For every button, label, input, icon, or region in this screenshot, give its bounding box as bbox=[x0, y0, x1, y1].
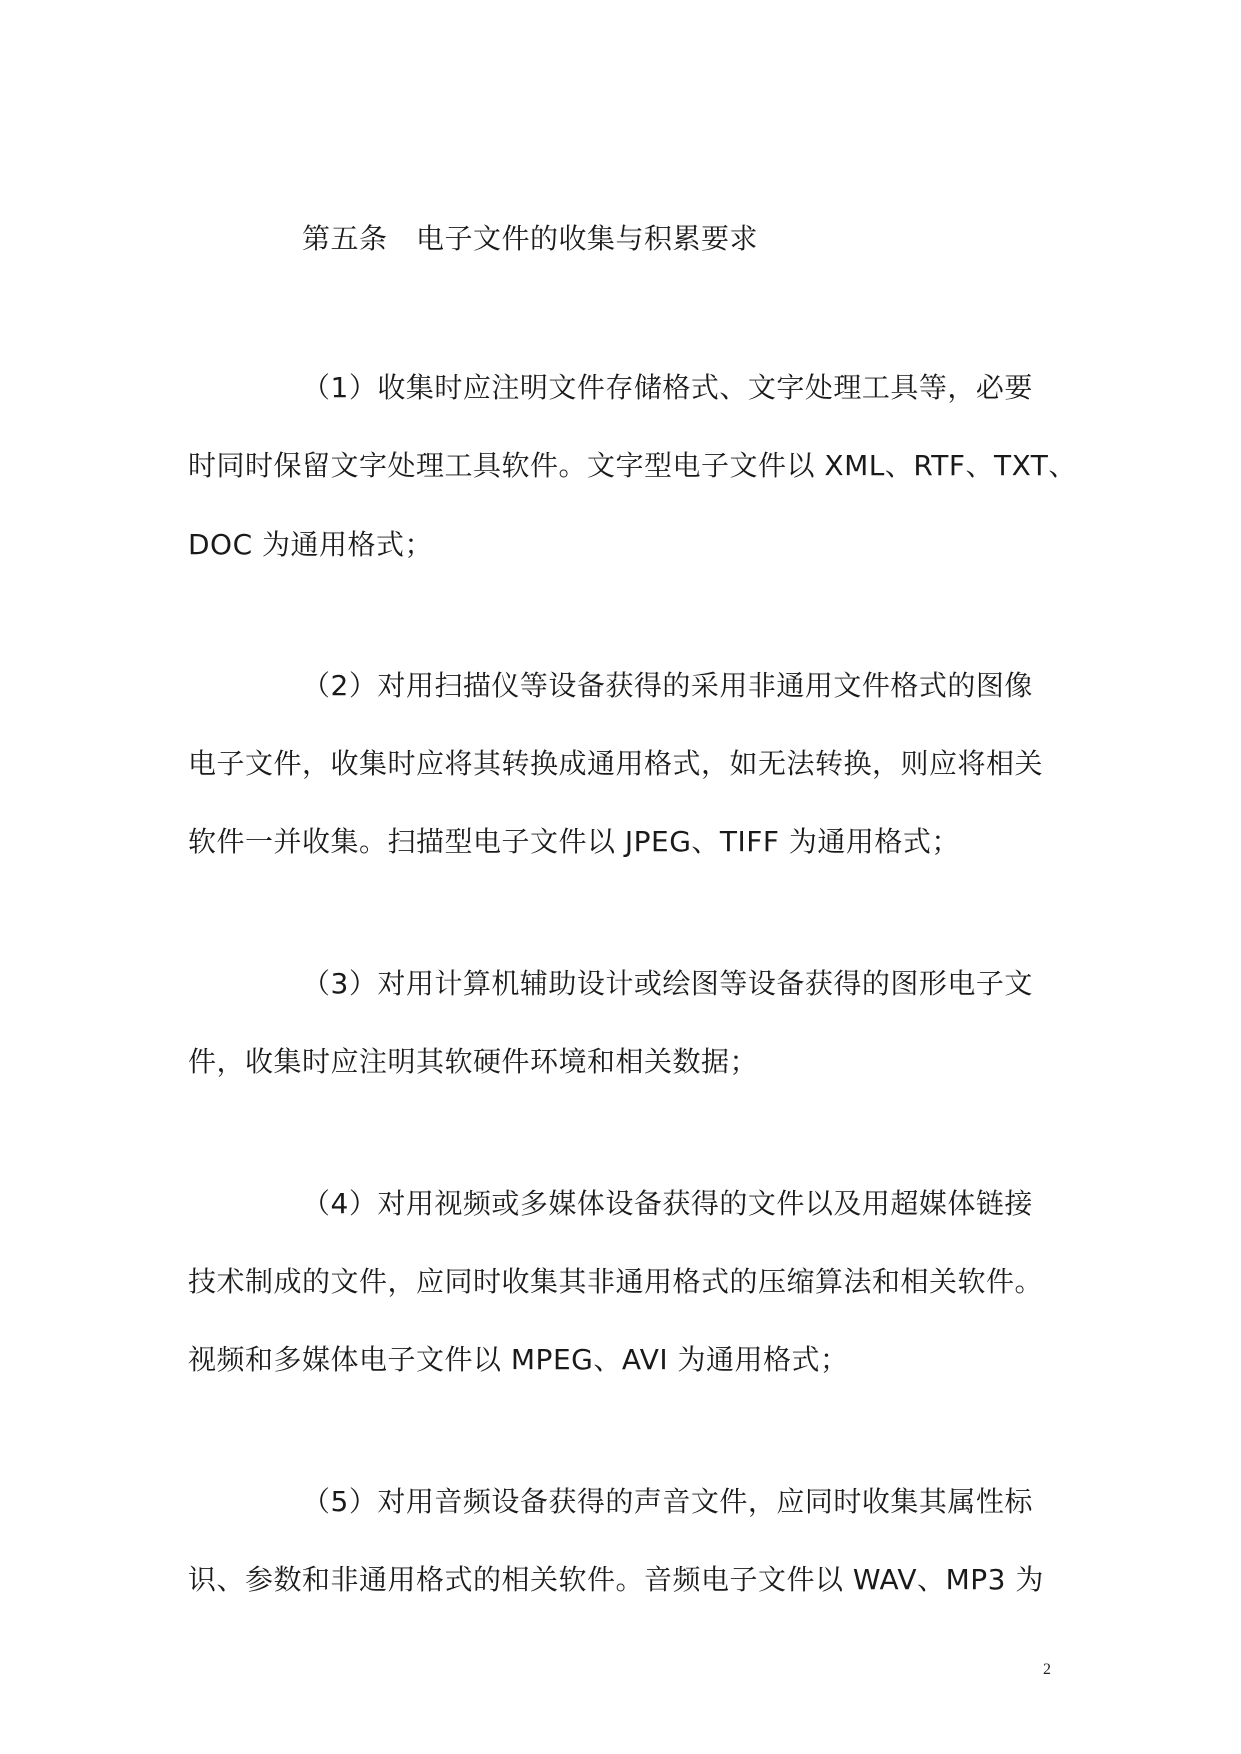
paragraph-5-line-1: （5）对用音频设备获得的声音文件，应同时收集其属性标 bbox=[302, 1485, 1033, 1518]
paragraph-4-line-1: （4）对用视频或多媒体设备获得的文件以及用超媒体链接 bbox=[302, 1187, 1033, 1220]
paragraph-4-line-3: 视频和多媒体电子文件以 MPEG、AVI 为通用格式； bbox=[188, 1343, 849, 1376]
page-number: 2 bbox=[1043, 1661, 1051, 1678]
paragraph-1-line-2: 时同时保留文字处理工具软件。文字型电子文件以 XML、RTF、TXT、 bbox=[188, 449, 1077, 482]
article-heading: 第五条 电子文件的收集与积累要求 bbox=[302, 222, 759, 255]
paragraph-1-line-3: DOC 为通用格式； bbox=[188, 528, 434, 561]
paragraph-1-line-1: （1）收集时应注明文件存储格式、文字处理工具等，必要 bbox=[302, 371, 1033, 404]
paragraph-2-line-1: （2）对用扫描仪等设备获得的采用非通用文件格式的图像 bbox=[302, 669, 1033, 702]
paragraph-3-line-1: （3）对用计算机辅助设计或绘图等设备获得的图形电子文 bbox=[302, 967, 1033, 1000]
paragraph-4-line-2: 技术制成的文件，应同时收集其非通用格式的压缩算法和相关软件。 bbox=[188, 1265, 1044, 1298]
paragraph-2-line-2: 电子文件，收集时应将其转换成通用格式，如无法转换，则应将相关 bbox=[188, 747, 1044, 780]
paragraph-5-line-2: 识、参数和非通用格式的相关软件。音频电子文件以 WAV、MP3 为 bbox=[188, 1563, 1044, 1596]
paragraph-3-line-2: 件，收集时应注明其软硬件环境和相关数据； bbox=[188, 1045, 759, 1078]
paragraph-2-line-3: 软件一并收集。扫描型电子文件以 JPEG、TIFF 为通用格式； bbox=[188, 825, 960, 858]
